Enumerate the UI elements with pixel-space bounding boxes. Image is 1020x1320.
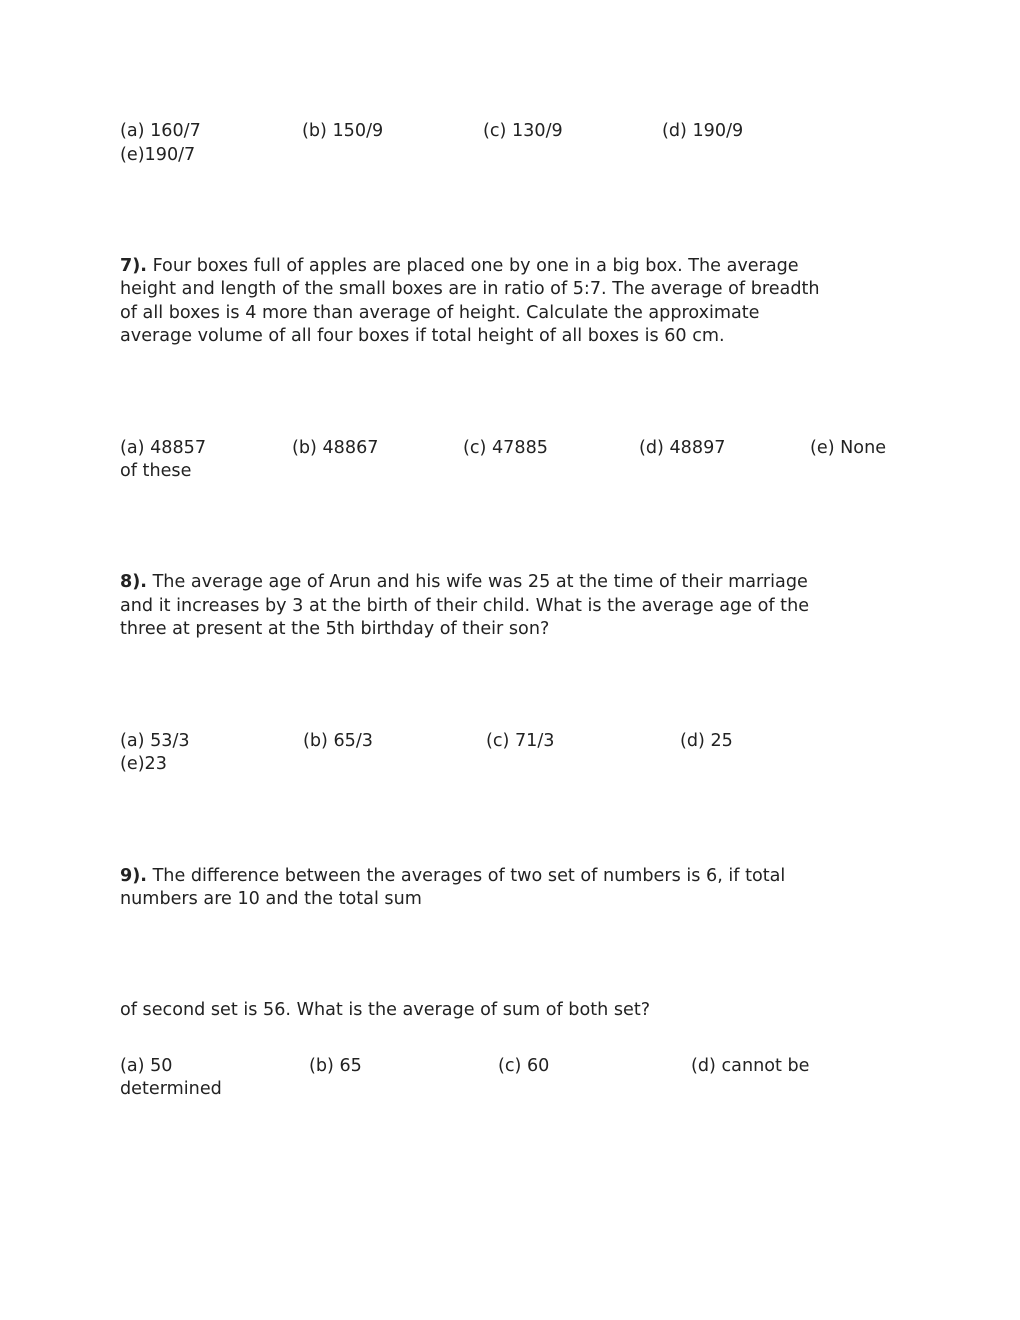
q9-option-d-cont: determined (120, 1079, 222, 1099)
q7-option-e-cont: of these (120, 461, 192, 481)
q6-option-b: (b) 150/9 (302, 121, 384, 141)
q8-option-d: (d) 25 (680, 731, 733, 751)
q9-option-d: (d) cannot be (691, 1056, 810, 1076)
q8-line-1: 8). The average age of Arun and his wife was 25 at the time of their marriage (120, 572, 808, 592)
q6-option-a: (a) 160/7 (120, 121, 201, 141)
q8-option-e: (e)23 (120, 754, 167, 774)
q9-option-c: (c) 60 (498, 1056, 550, 1076)
q7-line-3: of all boxes is 4 more than average of height. Calculate the approximate (120, 303, 760, 323)
q6-option-d: (d) 190/9 (662, 121, 744, 141)
q7-option-d: (d) 48897 (639, 438, 726, 458)
q8-option-c: (c) 71/3 (486, 731, 555, 751)
q9-option-b: (b) 65 (309, 1056, 362, 1076)
q8-number: 8). (120, 572, 147, 592)
q8-option-a: (a) 53/3 (120, 731, 190, 751)
q7-option-a: (a) 48857 (120, 438, 207, 458)
q9-line-2: numbers are 10 and the total sum (120, 889, 422, 909)
q7-line-4: average volume of all four boxes if total height of all boxes is 60 cm. (120, 326, 725, 346)
q7-number: 7). (120, 256, 147, 276)
q9-line-1: 9). The difference between the averages of two set of numbers is 6, if total (120, 866, 786, 886)
q9-line-3: of second set is 56. What is the average of sum of both set? (120, 1000, 651, 1020)
q7-option-b: (b) 48867 (292, 438, 379, 458)
q8-option-b: (b) 65/3 (303, 731, 373, 751)
q7-option-c: (c) 47885 (463, 438, 548, 458)
q8-line-2: and it increases by 3 at the birth of their child. What is the average age of the (120, 596, 810, 616)
q7-option-e: (e) None (810, 438, 887, 458)
q6-option-c: (c) 130/9 (483, 121, 563, 141)
q7-line-2: height and length of the small boxes are in ratio of 5:7. The average of breadth (120, 279, 820, 299)
q8-line-3: three at present at the 5th birthday of their son? (120, 619, 550, 639)
q6-option-e: (e)190/7 (120, 145, 196, 165)
q9-number: 9). (120, 866, 147, 886)
q9-option-a: (a) 50 (120, 1056, 173, 1076)
q7-line-1: 7). Four boxes full of apples are placed one by one in a big box. The average (120, 256, 799, 276)
